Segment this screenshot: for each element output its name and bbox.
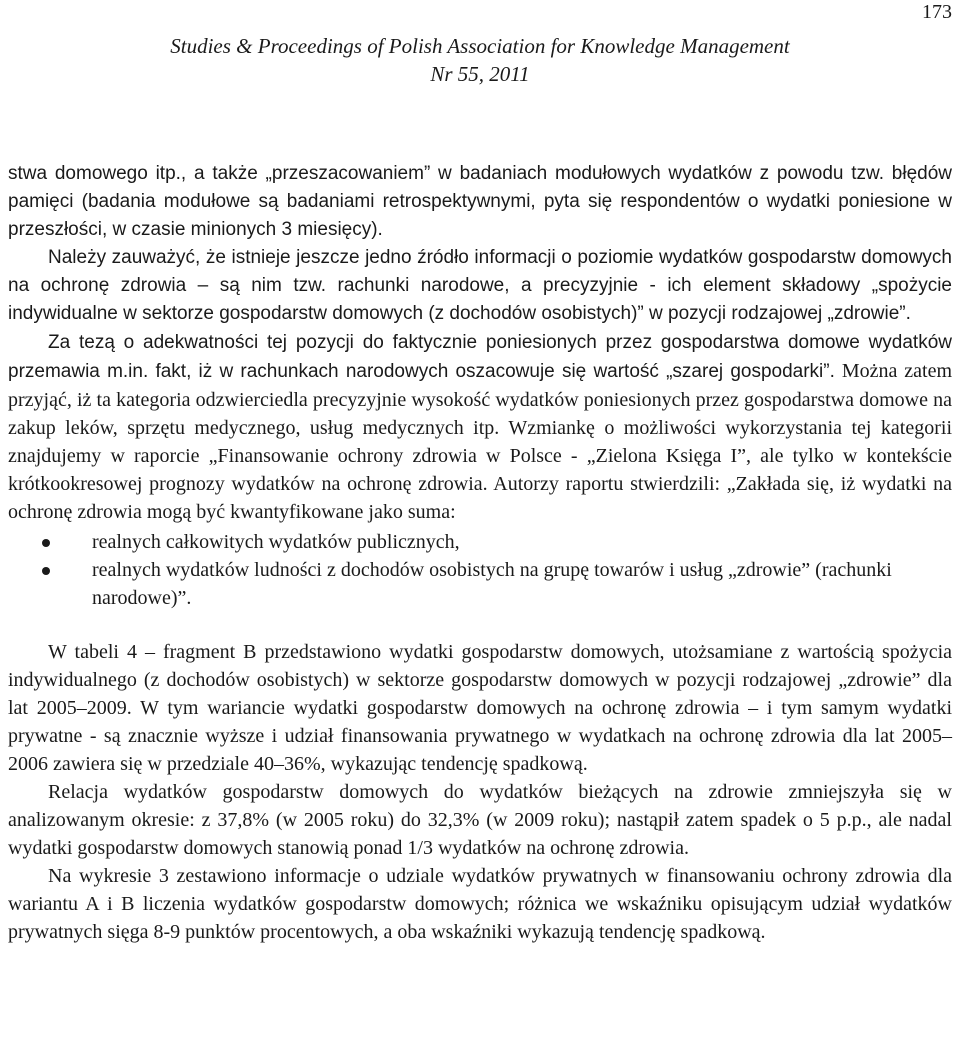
- body-text: [8, 160, 952, 946]
- bullet-list: [8, 528, 952, 612]
- paragraph-gap: [8, 612, 952, 638]
- journal-title: Studies & Proceedings of Polish Association for Knowledge Management: [170, 34, 790, 58]
- bullet-text: realnych całkowitych wydatków publicznych,: [92, 531, 460, 553]
- bullet-icon: [42, 567, 50, 575]
- serif-run: Można zatem przyjąć, iż ta kategoria odzwierciedla precyzyjnie wysokość wydatków poniesionych przez gospodarstwa domowe na zakup leków, sprzętu medycznego, usług medycznych itp. Wzmiankę o możliwości wykorzystania tej kategorii znajdujemy w raporcie „Finansowanie ochrony zdrowia w Polsce - „Zielona Księga I”, ale tylko w kontekście krótkookresowej prognozy wydatków na ochronę zdrowia. Autorzy raportu stwierdzili: „Zakłada się, iż wydatki na ochronę zdrowia mogą być kwantyfikowane jako suma:: [8, 360, 953, 523]
- sans-run: Za tezą o adekwatności tej pozycji do faktycznie poniesionych przez gospodarstwa domowe wydatków przemawia m.in. fakt, iż w rachunkach narodowych oszacowuje się wartość „szarej gospodarki”.: [8, 332, 952, 382]
- paragraph-relation: Relacja wydatków gospodarstw domowych do wydatków bieżących na zdrowie zmniejszyła się w analizowanym okresie: z 37,8% (w 2005 roku) do 32,3% (w 2009 roku); nastąpił zatem spadek o 5 p.p., ale nadal wydatki gospodarstw domowych stanowią ponad 1/3 wydatków na ochronę zdrowia.: [8, 781, 952, 859]
- paragraph-table4: W tabeli 4 – fragment B przedstawiono wydatki gospodarstw domowych, utożsamiane z wartością spożycia indywidualnego (z dochodów osobistych) w sektorze gospodarstw domowych w pozycji rodzajowej „zdrowie” dla lat 2005–2009. W tym wariancie wydatki gospodarstw domowych na ochronę zdrowia – i tym samym wydatki prywatne - są znacznie wyższe i udział finansowania prywatnego w wydatkach na ochronę zdrowia dla lat 2005–2006 zawiera się w przedziale 40–36%, wykazując tendencję spadkową.: [8, 641, 952, 775]
- paragraph-chart3: Na wykresie 3 zestawiono informacje o udziale wydatków prywatnych w finansowaniu ochrony zdrowia dla wariantu A i B liczenia wydatków gospodarstw domowych; różnica we wskaźniku opisującym udział wydatków prywatnych sięga 8-9 punktów procentowych, a oba wskaźniki wykazują tendencję spadkową.: [8, 865, 952, 943]
- bullet-text: realnych wydatków ludności z dochodów osobistych na grupę towarów i usług „zdrowie” (rachunki narodowe)”.: [92, 559, 892, 609]
- running-header: [0, 32, 960, 88]
- bullet-item: [8, 528, 952, 556]
- page-number: 173: [922, 1, 952, 23]
- paragraph-grey-economy: [8, 328, 952, 526]
- paragraph-continued: stwa domowego itp., a także „przeszacowaniem” w badaniach modułowych wydatków z powodu tzw. błędów pamięci (badania modułowe są badaniami retrospektywnymi, pyta się respondentów o wydatki poniesione w przeszłości, w czasie minionych 3 miesięcy).: [8, 163, 952, 240]
- bullet-icon: [42, 539, 50, 547]
- paragraph-national-accounts: Należy zauważyć, że istnieje jeszcze jedno źródło informacji o poziomie wydatków gospodarstw domowych na ochronę zdrowia – są nim tzw. rachunki narodowe, a precyzyjnie - ich element składowy „spożycie indywidualne w sektorze gospodarstw domowych (z dochodów osobistych)” w pozycji rodzajowej „zdrowie”.: [8, 247, 952, 324]
- issue-number: Nr 55, 2011: [430, 62, 530, 86]
- bullet-item: [8, 556, 952, 612]
